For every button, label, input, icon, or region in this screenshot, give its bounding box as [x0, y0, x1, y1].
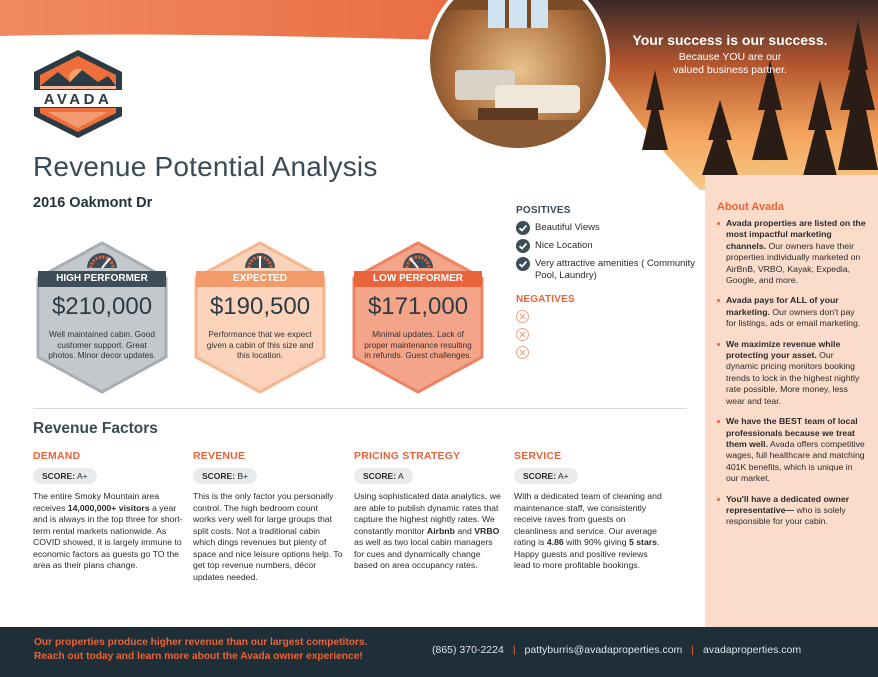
text-part: . Happy guests and positive reviews lead to more profitable bookings.: [514, 537, 660, 570]
card-description: Minimal updates. Lack of proper maintenance resulting in refunds. Guest challenges.: [364, 329, 472, 360]
text-bold: You'll have a dedicated owner representative—: [726, 493, 850, 515]
text-bold: 5 stars: [628, 537, 657, 547]
positive-text: Nice Location: [535, 240, 593, 251]
gauge-icon: [401, 250, 435, 270]
footer-message-line: Reach out today and learn more about the Avada owner experience!: [34, 651, 363, 662]
card-expected: [191, 240, 329, 395]
footer-message-line: Our properties produce higher revenue than our largest competitors.: [34, 637, 368, 648]
factor-demand: [33, 450, 183, 572]
positives-negatives: [516, 205, 706, 359]
text-part: With a dedicated team of cleaning and maintenance staff, we consistently receive raves from guests on cleanliness and service. Our average rating is: [514, 491, 662, 547]
score-value: A+: [76, 471, 88, 481]
text-part: Our dynamic pricing monitors booking trends to lock in the highest nightly rate possible. More money, less wear and tear.: [726, 350, 860, 406]
text-part: with 90% giving: [563, 537, 629, 547]
negatives-heading: NEGATIVES: [516, 294, 575, 305]
card-label: HIGH PERFORMER: [56, 273, 148, 284]
factor-name: PRICING STRATEGY: [354, 450, 461, 462]
text-bold: Avada pays for ALL of your marketing.: [726, 295, 839, 317]
sidebar-item: [717, 295, 867, 329]
sidebar-item: [717, 416, 867, 484]
gauge-icon: [243, 250, 277, 270]
page-title: Revenue Potential Analysis: [33, 151, 378, 182]
text-part: who is solely responsible for your cabin.: [726, 504, 846, 527]
text-bold: 14,000,000+ visitors: [67, 502, 150, 513]
text-bold: We maximize revenue while protecting your asset.: [726, 338, 841, 361]
check-icon: [516, 239, 530, 253]
score-badge: [33, 468, 97, 484]
card-description: Performance that we expect given a cabin of this size and this location.: [206, 329, 314, 360]
score-label: SCORE:: [42, 471, 76, 481]
text-bold: VRBO: [474, 525, 500, 536]
text-part: Our owners don't pay for listings, ads or email marketing.: [726, 306, 861, 329]
text-part: Avada offers competitive wages, full healthcare and matching 401K benefits, which is unique in our market.: [726, 438, 865, 484]
x-circle-icon: [516, 346, 529, 359]
sidebar-item: [717, 494, 867, 528]
property-address: 2016 Oakmont Dr: [33, 195, 153, 211]
factor-text: [354, 491, 504, 572]
factor-name: REVENUE: [193, 450, 246, 462]
card-label: EXPECTED: [233, 273, 287, 284]
factor-text: [514, 491, 664, 572]
email-link[interactable]: pattyburris@avadaproperties.com: [524, 644, 683, 656]
revenue-factors-title: Revenue Factors: [33, 420, 158, 437]
sidebar-item: [717, 218, 867, 286]
score-value: A: [397, 471, 404, 481]
tagline: [630, 32, 830, 77]
divider: [33, 408, 687, 409]
text-bold: Avada properties are listed on the most impactful marketing channels.: [726, 218, 866, 251]
score-label: SCORE:: [202, 471, 236, 481]
tagline-title: Your success is our success.: [632, 32, 828, 48]
score-badge: [354, 468, 413, 484]
text-bold: 4.86: [546, 537, 564, 547]
score-value: B+: [237, 471, 249, 481]
positive-item: [516, 258, 706, 282]
card-low-performer: [349, 240, 487, 395]
text-part: Our owners have their properties individually marketed on AirBnB, VRBO, Kayak, Expedia, Google, and more.: [726, 240, 861, 286]
card-description: Well maintained cabin. Good customer support. Great photos. Minor decor updates.: [48, 329, 156, 360]
score-value: A+: [557, 471, 569, 481]
card-amount: $210,000: [51, 293, 153, 320]
website-link[interactable]: avadaproperties.com: [703, 644, 802, 656]
score-badge: [514, 468, 578, 484]
x-circle-icon: [516, 328, 529, 341]
positive-text: Very attractive amenities ( Community Pool, Laundry): [535, 258, 695, 281]
text-part: This is the only factor you personally control. The high bedroom count works very well for large groups that split costs. Not a traditional cabin which dings revenues but plenty of space and nice leisure options help. To get top revenue numbers, décor updates needed.: [193, 491, 343, 582]
text-part: a year and is always in the top three for short-term rental markets nationwide. As COVID showed, it is largely immune to economic factors as guests go TO the area as their plans change.: [33, 502, 183, 570]
score-badge: [193, 468, 257, 484]
text-part: as well as two local cabin managers for cues and dynamically change based on area occupancy rates.: [354, 537, 493, 570]
card-amount: $190,500: [209, 293, 311, 320]
separator: |: [691, 644, 695, 656]
sidebar-item: [717, 339, 867, 407]
x-circle-icon: [516, 310, 529, 323]
footer-message: [34, 636, 367, 664]
factor-service: [514, 450, 664, 572]
factor-name: SERVICE: [514, 450, 562, 462]
text-part: Using sophisticated data analytics, we are able to publish dynamic rates that capture the highest nightly rates. We constantly monitor: [354, 491, 501, 536]
tagline-subtitle: Because YOU are our valued business partner.: [673, 51, 787, 76]
avada-logo: [28, 48, 128, 140]
separator: |: [512, 644, 516, 656]
positive-item: [516, 222, 706, 234]
card-high-performer: [33, 240, 171, 395]
gauge-icon: [85, 250, 119, 270]
footer-contact: [432, 644, 801, 656]
sidebar-list: [717, 218, 867, 537]
check-icon: [516, 221, 530, 235]
factor-text: [193, 491, 343, 583]
score-label: SCORE:: [523, 471, 557, 481]
phone-link[interactable]: (865) 370-2224: [432, 644, 504, 656]
positive-text: Beautiful Views: [535, 222, 600, 233]
card-label: LOW PERFORMER: [373, 273, 463, 284]
positives-heading: POSITIVES: [516, 205, 571, 216]
text-bold: Airbnb: [426, 525, 455, 536]
factor-pricing-strategy: [354, 450, 504, 572]
text-part: and: [454, 525, 475, 536]
factor-text: [33, 491, 183, 572]
text-part: The entire Smoky Mountain area receives: [33, 491, 160, 513]
card-amount: $171,000: [367, 293, 469, 320]
factor-name: DEMAND: [33, 450, 81, 462]
factor-revenue: [193, 450, 343, 583]
sidebar-title: About Avada: [717, 201, 785, 213]
text-bold: We have the BEST team of local professionals because we treat them well.: [726, 416, 858, 449]
footer: [0, 627, 878, 677]
positive-item: [516, 240, 706, 252]
score-label: SCORE:: [363, 471, 397, 481]
logo-text: AVADA: [43, 91, 113, 108]
about-sidebar: [705, 175, 878, 627]
check-icon: [516, 257, 530, 271]
